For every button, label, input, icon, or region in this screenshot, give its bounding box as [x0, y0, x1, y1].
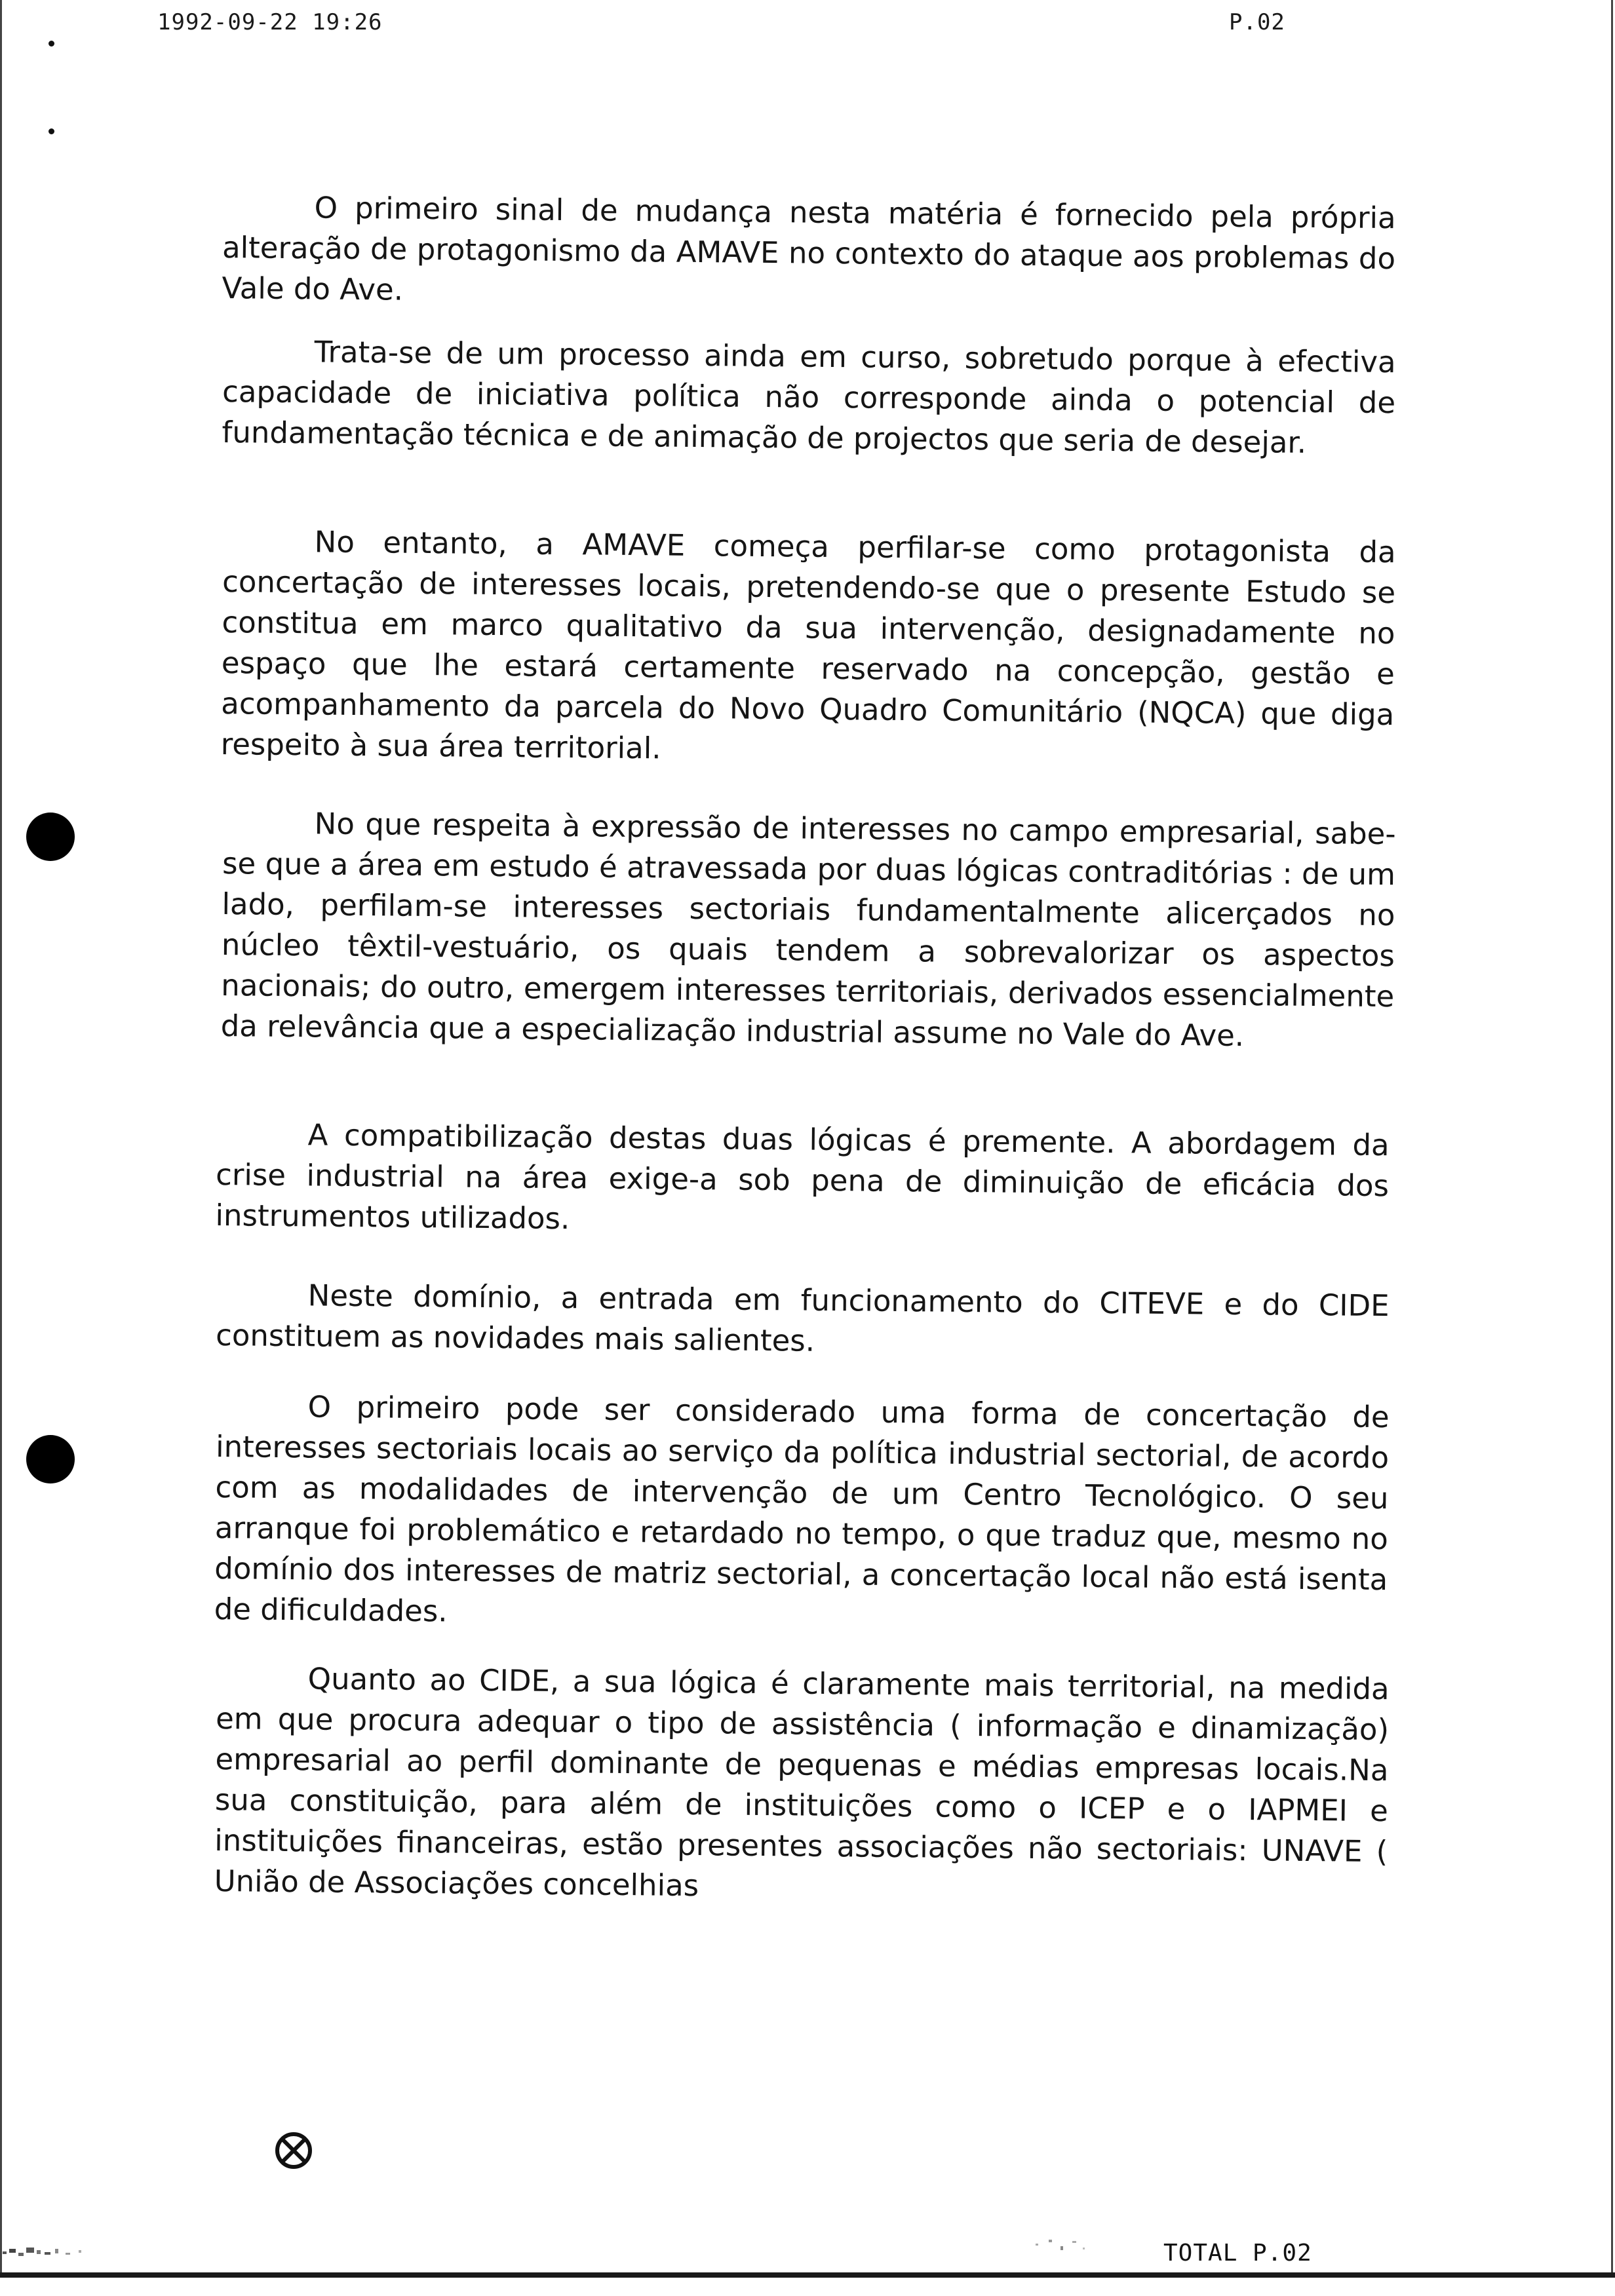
body-paragraph: O primeiro sinal de mudança nesta matéria é fornecido pela própria alteração de protagonismo da AMAVE no contexto do ataque aos problemas do Vale do Ave. [222, 190, 1396, 307]
circled-x-icon [274, 2131, 313, 2170]
body-paragraph: A compatibilização destas duas lógicas é premente. A abordagem da crise industrial na área exige-a sob pena de diminuição de eficácia dos instrumentos utilizados. [215, 1117, 1390, 1236]
body-paragraph: Trata-se de um processo ainda em curso, sobretudo porque à efectiva capacidade de iniciativa política não corresponde ainda o potencial de fundamentação técnica e de animação de projectos que seria de desejar. [222, 334, 1396, 460]
scan-noise [0, 2241, 118, 2261]
fax-total-pages: TOTAL P.02 [1163, 2240, 1312, 2267]
body-paragraph: Neste domínio, a entrada em funcionamento do CITEVE e do CIDE constituem as novidades mais salientes. [215, 1278, 1390, 1358]
body-paragraph: No entanto, a AMAVE começa perfilar-se como protagonista da concertação de interesses locais, pretendendo-se que o presente Estudo se constitua em marco qualitativo da sua intervenção, designadamente no espaço que lhe estará certamente reservado na concepção, gestão e acompanhamento da parcela do Novo Quadro Comunitário (NQCA) que diga respeito à sua área territorial. [220, 524, 1396, 766]
scan-noise [1009, 2228, 1114, 2261]
page-right-edge [1611, 0, 1613, 2274]
punch-hole-icon [26, 1435, 75, 1483]
page-left-edge [0, 0, 2, 2274]
body-paragraph: O primeiro pode ser considerado uma forma de concertação de interesses sectoriais locais ao serviço da política industrial sectorial, de acordo com as modalidades de intervenção de um Centro Tecnológico. O seu arranque foi problemático e retardado no tempo, o que traduz que, mesmo no domínio dos interesses de matriz sectorial, a concertação local não está isenta de dificuldades. [214, 1389, 1390, 1629]
punch-hole-icon [26, 813, 75, 861]
fax-timestamp: 1992-09-22 19:26 [157, 9, 383, 35]
body-paragraph: Quanto ao CIDE, a sua lógica é claramente mais territorial, na medida em que procura adequar o tipo de assistência ( informação e dinamização) empresarial ao perfil dominante de pequenas e médias empresas locais.Na sua constituição, para além de instituições como o ICEP e o IAPMEI e instituições financeiras, estão presentes associações não sectoriais: UNAVE ( União de Associações concelhias [214, 1661, 1390, 1904]
scan-speck [49, 128, 54, 134]
scan-speck [49, 41, 54, 47]
body-paragraph: No que respeita à expressão de interesses no campo empresarial, sabe-se que a área em estudo é atravessada por duas lógicas contraditórias : de um lado, perfilam-se interesses sectoriais fundamentalmente alicerçados no núcleo têxtil-vestuário, os quais tendem a sobrevalorizar os aspectos nacionais; do outro, emergem interesses territoriais, derivados essencialmente da relevância que a especialização industrial assume no Vale do Ave. [220, 806, 1396, 1053]
fax-page-number: P.02 [1229, 9, 1285, 35]
page-bottom-edge [0, 2272, 1615, 2278]
